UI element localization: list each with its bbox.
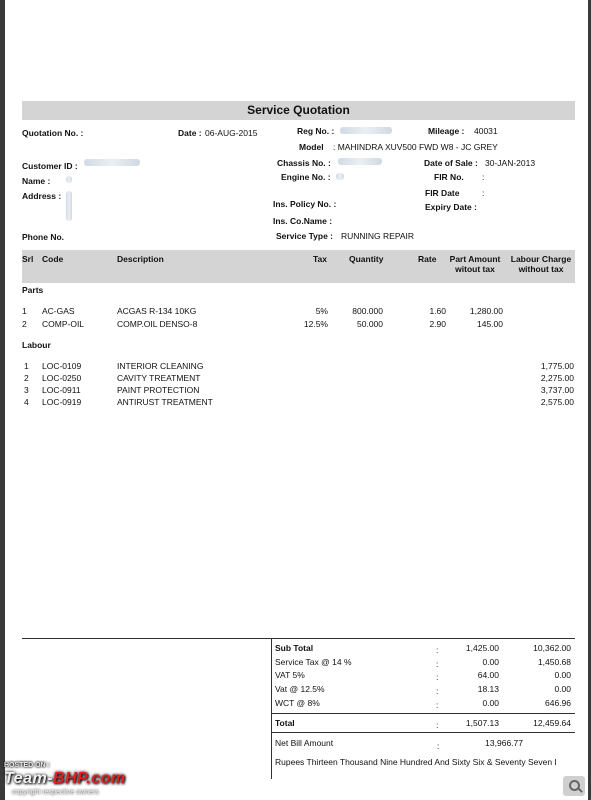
total-labour: 12,459.64 xyxy=(533,718,571,728)
redacted-address xyxy=(66,191,72,221)
totals-labour: 646.96 xyxy=(545,698,571,708)
total-parts: 1,507.13 xyxy=(465,718,499,728)
labour-description: CAVITY TREATMENT xyxy=(117,373,201,383)
part-srl: 2 xyxy=(22,319,27,329)
total-upper-rule xyxy=(272,713,575,714)
col-part-amount: Part Amount xyxy=(449,254,501,264)
mileage-value: 40031 xyxy=(474,126,498,136)
labour-section-label: Labour xyxy=(22,340,51,350)
col-quantity: Quantity xyxy=(349,254,384,264)
redacted-name xyxy=(66,176,72,183)
engine-label: Engine No. : xyxy=(281,172,331,182)
fir-date-colon: : xyxy=(482,188,485,198)
copyright-text: copyright respective owners xyxy=(12,789,99,796)
totals-colon: : xyxy=(436,686,439,696)
total-lower-rule xyxy=(272,732,575,733)
labour-code: LOC-0919 xyxy=(42,397,82,407)
col-part-amount-sub: witout tax xyxy=(455,264,495,274)
part-quantity: 800.000 xyxy=(352,306,383,316)
date-label: Date : xyxy=(178,128,202,138)
labour-code: LOC-0911 xyxy=(42,385,81,395)
totals-left-rule xyxy=(271,639,272,779)
redacted-reg-no xyxy=(340,127,392,134)
totals-colon: : xyxy=(436,645,439,655)
parts-section-label: Parts xyxy=(22,285,44,295)
totals-colon: : xyxy=(436,700,439,710)
col-srl: Srl xyxy=(22,254,34,264)
labour-charge: 2,575.00 xyxy=(540,397,574,407)
totals-parts: 0.00 xyxy=(482,657,499,667)
part-srl: 1 xyxy=(22,306,27,316)
amount-in-words: Rupees Thirteen Thousand Nine Hundred And Sixty Six & Seventy Seven I xyxy=(275,757,557,767)
redacted-customer-id xyxy=(84,159,140,166)
ins-policy-label: Ins. Policy No. : xyxy=(273,199,337,209)
labour-charge: 3,737.00 xyxy=(540,385,574,395)
part-tax: 5% xyxy=(315,306,328,316)
totals-parts: 0.00 xyxy=(482,698,499,708)
totals-label: Vat @ 12.5% xyxy=(275,684,325,694)
net-bill-amount: 13,966.77 xyxy=(485,738,523,748)
magnifier-icon[interactable] xyxy=(563,776,585,796)
logo-part-c: .com xyxy=(86,770,126,787)
totals-colon: : xyxy=(436,672,439,682)
fir-no-label: FIR No. xyxy=(434,172,464,182)
date-of-sale-label: Date of Sale : xyxy=(424,158,478,168)
totals-label: WCT @ 8% xyxy=(275,698,320,708)
part-amount: 145.00 xyxy=(477,319,503,329)
totals-labour: 10,362.00 xyxy=(533,643,571,653)
logo-part-a: Team- xyxy=(4,770,54,787)
ins-co-label: Ins. Co.Name : xyxy=(273,216,333,226)
totals-label: VAT 5% xyxy=(275,670,305,680)
totals-labour: 0.00 xyxy=(554,684,571,694)
date-of-sale-value: 30-JAN-2013 xyxy=(485,158,536,168)
col-rate: Rate xyxy=(418,254,437,264)
part-code: AC-GAS xyxy=(42,306,75,316)
model-value: : MAHINDRA XUV500 FWD W8 - JC GREY xyxy=(333,142,498,152)
net-bill-colon: : xyxy=(437,741,440,751)
part-rate: 1.60 xyxy=(429,306,446,316)
date-value: 06-AUG-2015 xyxy=(205,128,258,138)
col-description: Description xyxy=(117,254,164,264)
quotation-no-label: Quotation No. : xyxy=(22,128,84,138)
total-label: Total xyxy=(275,718,295,728)
model-label: Model xyxy=(299,142,324,152)
totals-label: Service Tax @ 14 % xyxy=(275,657,352,667)
part-quantity: 50.000 xyxy=(357,319,383,329)
name-label: Name : xyxy=(22,176,51,186)
totals-colon: : xyxy=(436,659,439,669)
totals-parts: 64.00 xyxy=(477,670,499,680)
labour-srl: 3 xyxy=(24,385,29,395)
labour-charge: 1,775.00 xyxy=(540,361,574,371)
labour-srl: 4 xyxy=(24,397,29,407)
part-description: COMP.OIL DENSO-8 xyxy=(117,319,198,329)
labour-description: PAINT PROTECTION xyxy=(117,385,200,395)
labour-srl: 2 xyxy=(24,373,29,383)
labour-charge: 2,275.00 xyxy=(540,373,574,383)
address-label: Address : xyxy=(22,191,62,201)
labour-code: LOC-0250 xyxy=(42,373,82,383)
totals-parts: 18.13 xyxy=(477,684,499,694)
document-title: Service Quotation xyxy=(247,103,350,117)
team-bhp-logo xyxy=(4,770,126,788)
col-tax: Tax xyxy=(313,254,328,264)
fir-no-colon: : xyxy=(482,172,485,182)
col-labour-charge-sub: without tax xyxy=(518,264,564,274)
total-colon: : xyxy=(436,720,439,730)
logo-part-b: BHP xyxy=(53,770,87,787)
labour-description: INTERIOR CLEANING xyxy=(117,361,204,371)
fir-date-label: FIR Date xyxy=(425,188,460,198)
chassis-label: Chassis No. : xyxy=(277,158,331,168)
hosted-on-label: HOSTED ON : xyxy=(4,762,50,769)
customer-id-label: Customer ID : xyxy=(22,161,78,171)
part-rate: 2.90 xyxy=(429,319,446,329)
expiry-label: Expiry Date : xyxy=(425,202,477,212)
net-bill-label: Net Bill Amount xyxy=(275,738,334,748)
labour-description: ANTIRUST TREATMENT xyxy=(117,397,213,407)
part-amount: 1,280.00 xyxy=(469,306,503,316)
left-frame-border xyxy=(0,0,5,800)
totals-top-rule xyxy=(22,638,575,639)
totals-parts: 1,425.00 xyxy=(465,643,499,653)
part-tax: 12.5% xyxy=(303,319,328,329)
col-labour-charge: Labour Charge xyxy=(510,254,572,264)
service-type-label: Service Type : xyxy=(276,231,334,241)
totals-label: Sub Total xyxy=(275,643,314,653)
phone-label: Phone No. xyxy=(22,232,65,242)
part-description: ACGAS R-134 10KG xyxy=(117,306,197,316)
labour-code: LOC-0109 xyxy=(42,361,82,371)
mileage-label: Mileage : xyxy=(428,126,465,136)
redacted-engine-no xyxy=(336,173,344,180)
totals-labour: 0.00 xyxy=(554,670,571,680)
totals-labour: 1,450.68 xyxy=(537,657,571,667)
reg-no-label: Reg No. : xyxy=(297,126,335,136)
redacted-chassis-no xyxy=(338,158,382,165)
service-type-value: RUNNING REPAIR xyxy=(341,231,415,241)
part-code: COMP-OIL xyxy=(42,319,85,329)
col-code: Code xyxy=(42,254,64,264)
labour-srl: 1 xyxy=(24,361,29,371)
